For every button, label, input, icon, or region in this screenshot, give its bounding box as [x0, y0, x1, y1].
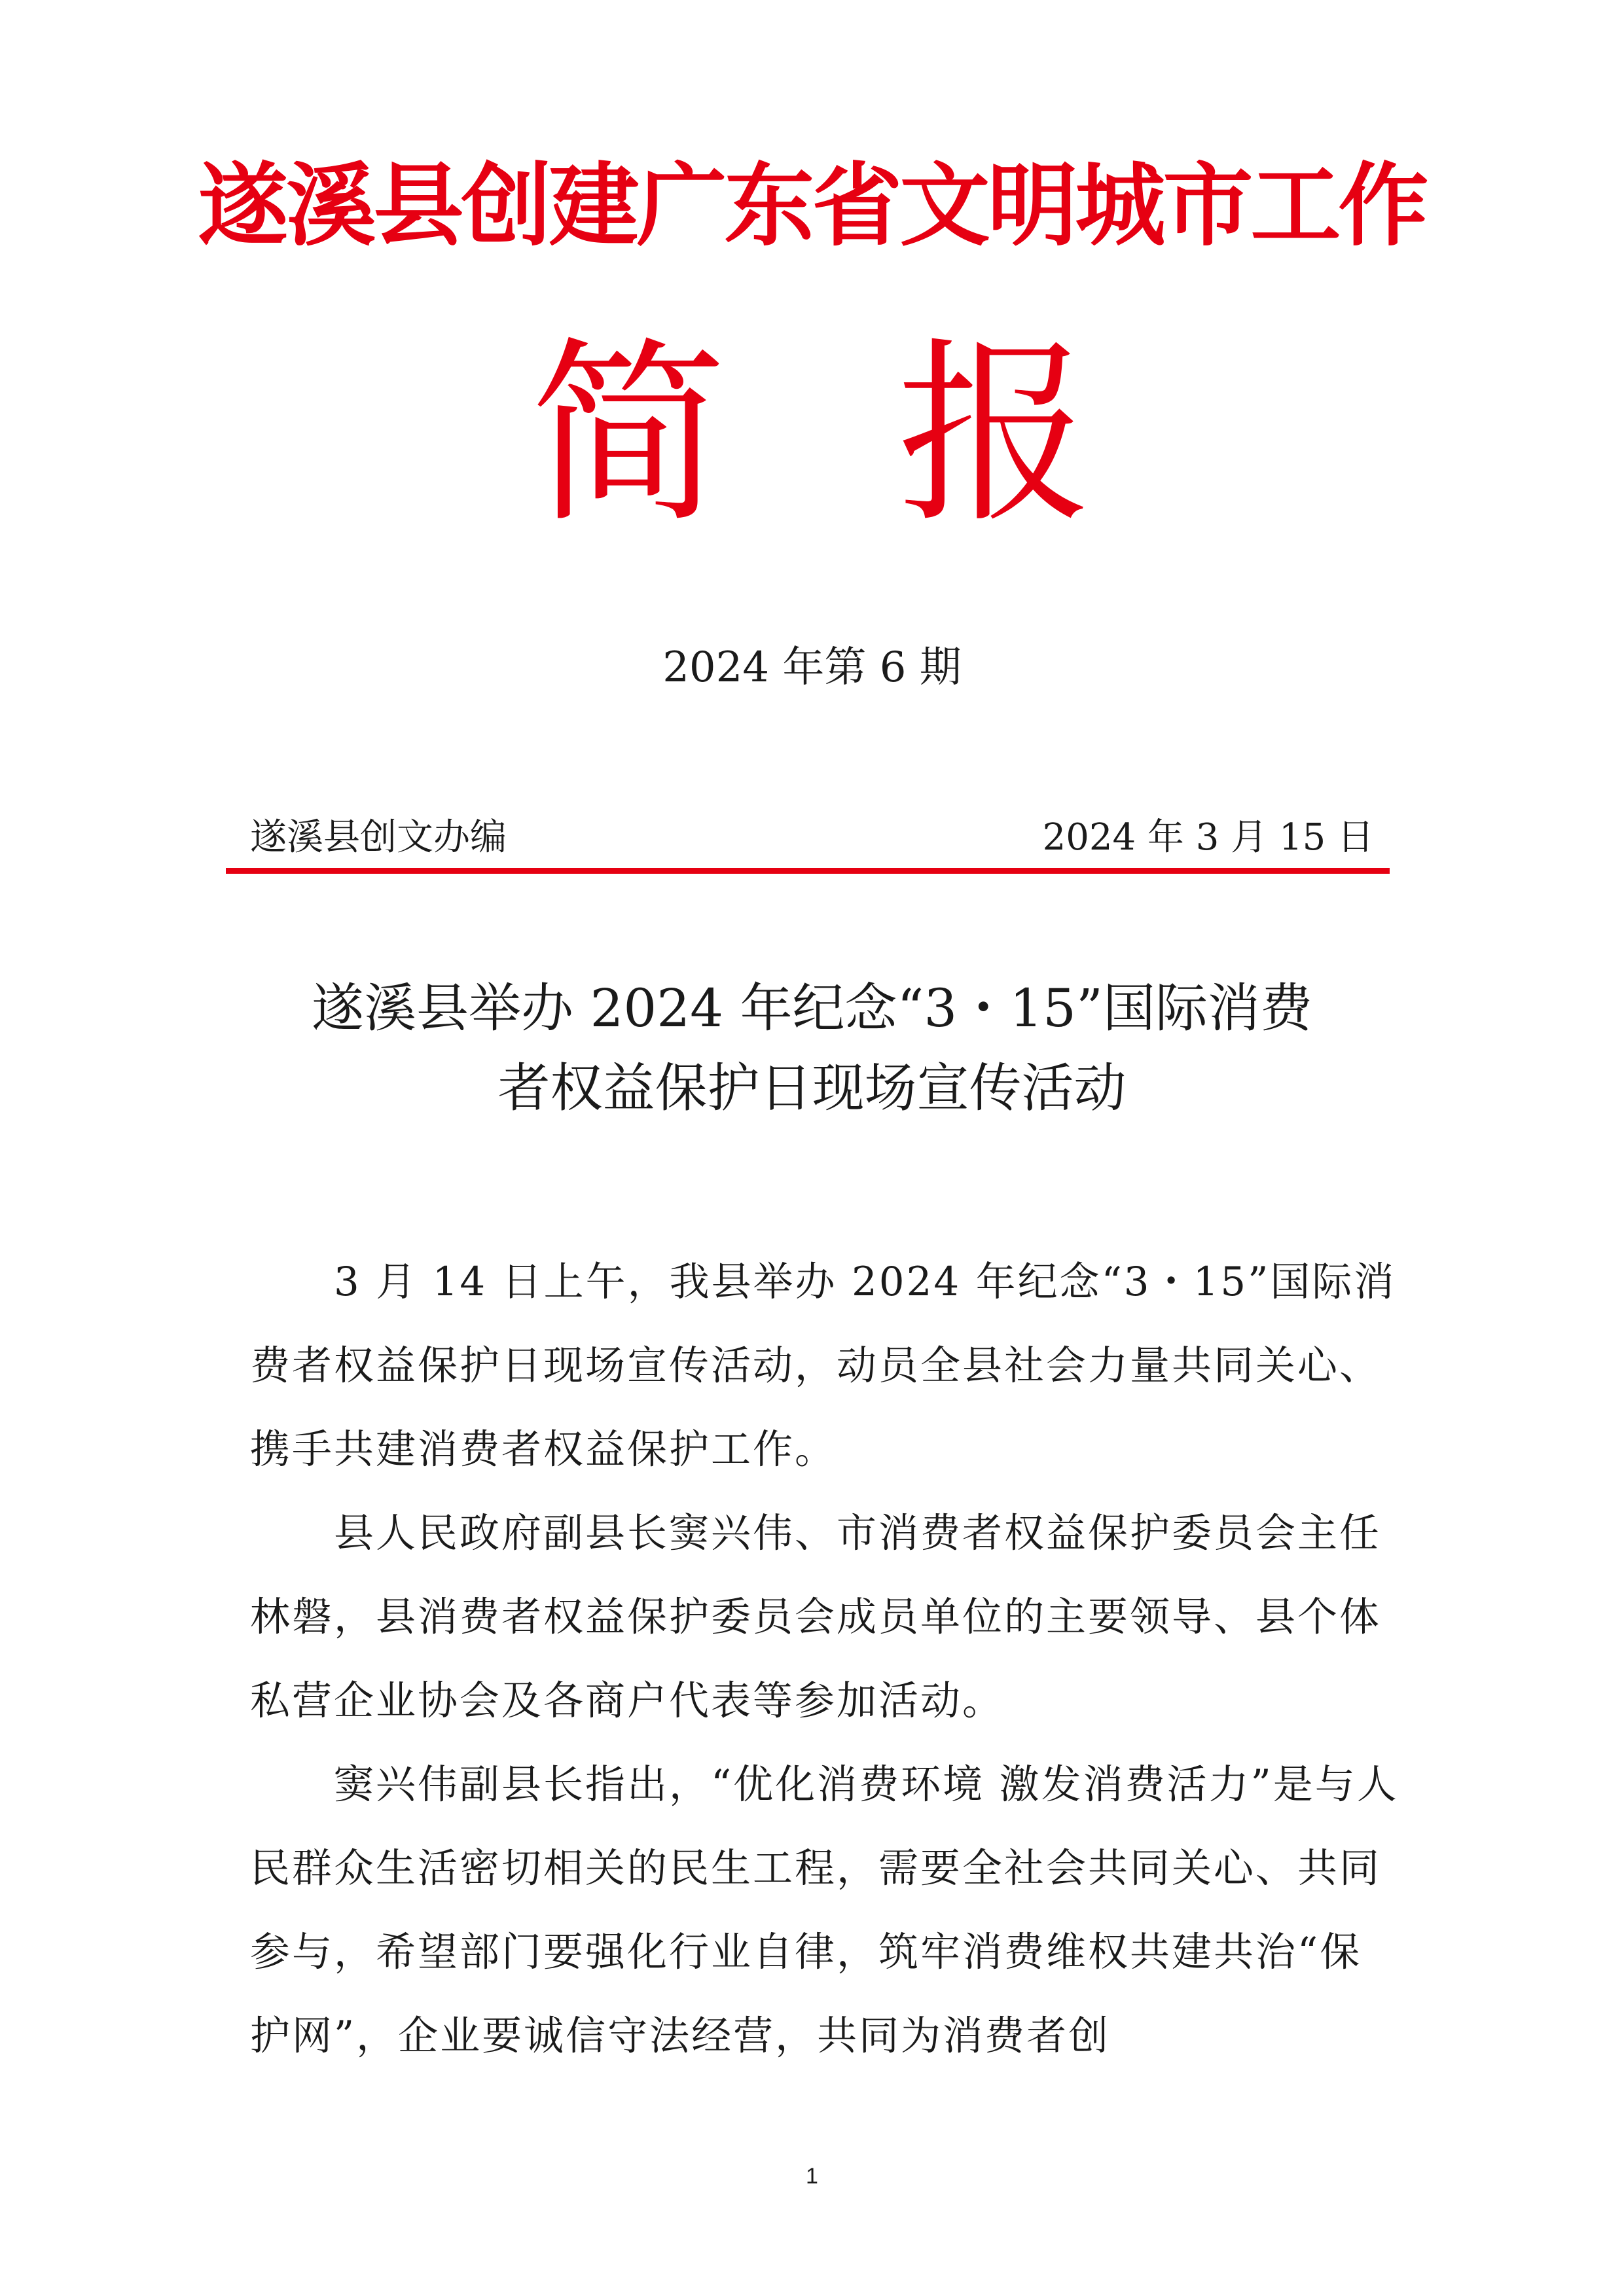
paragraph: 窦兴伟副县长指出，“优化消费环境 激发消费活力”是与人民群众生活密切相关的民生工程，需要全社会共同关心、共同参与，希望部门要强化行业自律，筑牢消费维权共建共治“保护网”，企业要诚信守法经营，共同为消费者创 [250, 1761, 1399, 2059]
article-body [250, 1240, 1402, 2078]
masthead-title-char-1: 简 [530, 321, 727, 549]
paragraph: 县人民政府副县长窦兴伟、市消费者权益保护委员会主任林磐，县消费者权益保护委员会成员单位的主要领导、县个体私营企业协会及各商户代表等参加活动。 [250, 1510, 1382, 1724]
issue-number: 2024 年第 6 期 [662, 643, 962, 692]
paragraph: 3 月 14 日上午，我县举办 2024 年纪念“3・15”国际消费者权益保护日现场宣传活动，动员全县社会力量共同关心、携手共建消费者权益保护工作。 [250, 1259, 1396, 1473]
masthead-divider [226, 868, 1390, 874]
article-title-line-1: 遂溪县举办 2024 年纪念“3・15”国际消费 [312, 978, 1312, 1039]
page-number: 1 [806, 2164, 818, 2189]
editor-label: 遂溪县创文办编 [250, 816, 507, 859]
masthead-title-char-2: 报 [897, 321, 1093, 549]
publish-date: 2024 年 3 月 15 日 [1042, 816, 1374, 859]
masthead-organization: 遂溪县创建广东省文明城市工作 [198, 153, 1426, 259]
article-title [0, 969, 1624, 1128]
article-title-line-2: 者权益保护日现场宣传活动 [497, 1058, 1127, 1119]
